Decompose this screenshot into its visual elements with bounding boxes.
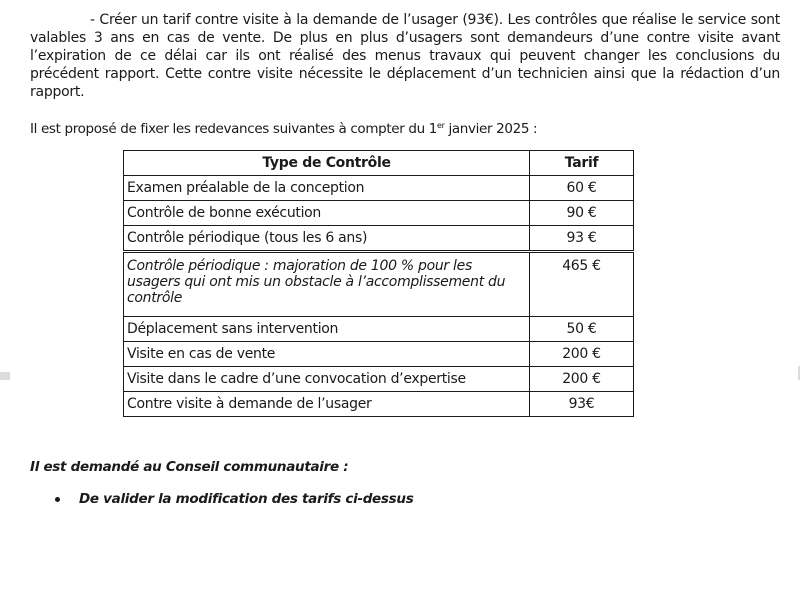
table-header-row bbox=[124, 151, 634, 176]
proposal-sentence bbox=[30, 121, 537, 137]
proposal-sentence-start: Il est proposé de fixer les redevances suivantes à compter du 1 bbox=[30, 121, 438, 137]
row-label: Examen préalable de la conception bbox=[124, 176, 530, 201]
scroll-marker-left bbox=[0, 372, 10, 380]
row-price: 60 € bbox=[530, 176, 634, 201]
table-row bbox=[124, 367, 634, 392]
row-price: 93€ bbox=[530, 392, 634, 417]
row-label: Déplacement sans intervention bbox=[124, 317, 530, 342]
table-row bbox=[124, 252, 634, 317]
table-row bbox=[124, 342, 634, 367]
table-row bbox=[124, 226, 634, 252]
row-label: Contre visite à demande de l’usager bbox=[124, 392, 530, 417]
row-price: 465 € bbox=[530, 252, 634, 317]
list-item-text: De valider la modification des tarifs ci-dessus bbox=[79, 491, 414, 507]
intro-paragraph-text: - Créer un tarif contre visite à la demande de l’usager (93€). Les contrôles que réalise le service sont valables 3 ans en cas de vente. De plus en plus d’usagers sont demandeurs d’une contre visite avant l’expiration de ce délai car ils ont réalisé des menus travaux qui peuvent changer les conclusions du précédent rapport. Cette contre visite nécessite le déplacement d’un technicien ainsi que la rédaction d’un rapport. bbox=[30, 12, 780, 100]
ordinal-superscript: er bbox=[437, 121, 445, 130]
table-row bbox=[124, 392, 634, 417]
row-price: 50 € bbox=[530, 317, 634, 342]
intro-paragraph bbox=[30, 11, 780, 101]
request-list bbox=[55, 491, 413, 507]
table-row bbox=[124, 176, 634, 201]
row-label: Contrôle périodique (tous les 6 ans) bbox=[124, 226, 530, 252]
header-tarif: Tarif bbox=[530, 151, 634, 176]
table-row bbox=[124, 317, 634, 342]
table-row bbox=[124, 201, 634, 226]
row-price: 200 € bbox=[530, 342, 634, 367]
row-price: 93 € bbox=[530, 226, 634, 252]
row-label: Contrôle périodique : majoration de 100 % pour les usagers qui ont mis un obstacle à l’accomplissement du contrôle bbox=[124, 252, 530, 317]
council-request-heading: Il est demandé au Conseil communautaire : bbox=[30, 459, 349, 475]
bullet-icon bbox=[55, 497, 60, 502]
proposal-sentence-end: janvier 2025 : bbox=[444, 121, 538, 137]
row-price: 90 € bbox=[530, 201, 634, 226]
row-label: Visite dans le cadre d’une convocation d’expertise bbox=[124, 367, 530, 392]
row-label: Visite en cas de vente bbox=[124, 342, 530, 367]
list-item bbox=[55, 491, 413, 507]
tariff-table bbox=[123, 150, 634, 417]
row-label: Contrôle de bonne exécution bbox=[124, 201, 530, 226]
row-price: 200 € bbox=[530, 367, 634, 392]
header-type-de-controle: Type de Contrôle bbox=[124, 151, 530, 176]
